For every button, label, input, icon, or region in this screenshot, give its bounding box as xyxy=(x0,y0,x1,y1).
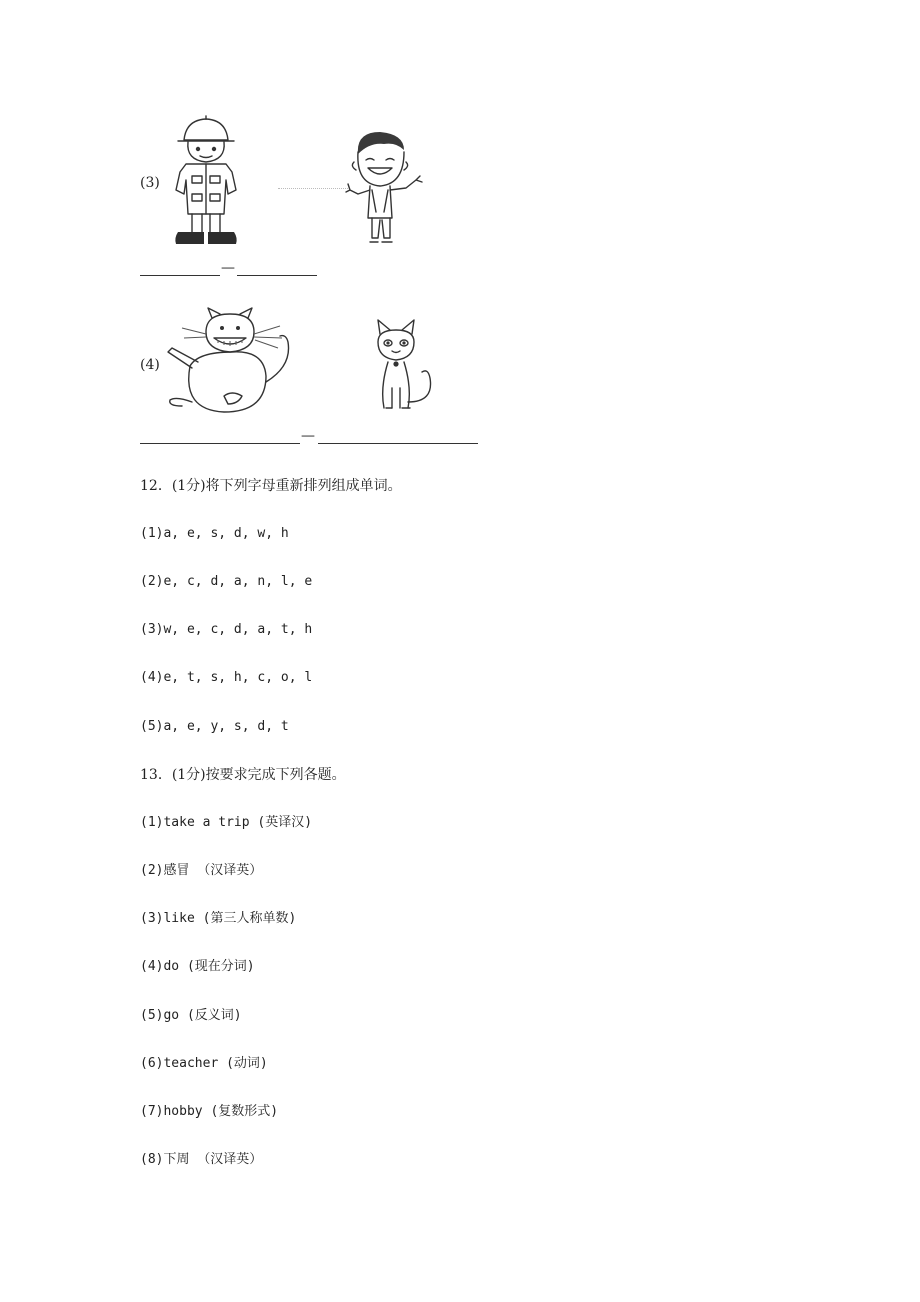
question-12-item-2: (2)e, c, d, a, n, l, e xyxy=(140,574,313,589)
fat-cat-illustration xyxy=(162,306,302,418)
question-13-item-7: (7)hobby (复数形式) xyxy=(140,1104,279,1119)
question-12-item-4: (4)e, t, s, h, c, o, l xyxy=(140,670,313,685)
item-3-separator: — xyxy=(221,260,235,276)
smiling-boy-illustration xyxy=(346,128,424,250)
question-13-item-1: (1)take a trip (英译汉) xyxy=(140,815,313,830)
question-13-item-5: (5)go (反义词) xyxy=(140,1008,242,1023)
question-12-title: 12．(1分)将下列字母重新排列组成单词。 xyxy=(140,478,402,494)
question-12-item-5: (5)a, e, y, s, d, t xyxy=(140,719,289,734)
question-13-title: 13．(1分)按要求完成下列各题。 xyxy=(140,767,346,783)
question-13-item-4: (4)do (现在分词) xyxy=(140,959,255,974)
item-3-label: (3) xyxy=(140,175,160,191)
question-13-item-2: (2)感冒 （汉译英） xyxy=(140,863,263,878)
explorer-boy-illustration xyxy=(166,114,246,250)
question-13-item-6: (6)teacher (动词) xyxy=(140,1056,268,1071)
question-13-item-8: (8)下周 （汉译英） xyxy=(140,1152,263,1167)
answer-blank-4a[interactable] xyxy=(140,443,300,444)
answer-blank-3b[interactable] xyxy=(237,275,317,276)
answer-blank-4b[interactable] xyxy=(318,443,478,444)
question-13-item-3: (3)like (第三人称单数) xyxy=(140,911,297,926)
question-12-item-3: (3)w, e, c, d, a, t, h xyxy=(140,622,313,637)
question-12-item-1: (1)a, e, s, d, w, h xyxy=(140,526,289,541)
answer-blank-3a[interactable] xyxy=(140,275,220,276)
thin-cat-illustration xyxy=(368,318,446,416)
item-4-separator: — xyxy=(301,428,315,444)
item-4-label: (4) xyxy=(140,357,160,373)
connector-dots xyxy=(278,188,348,189)
